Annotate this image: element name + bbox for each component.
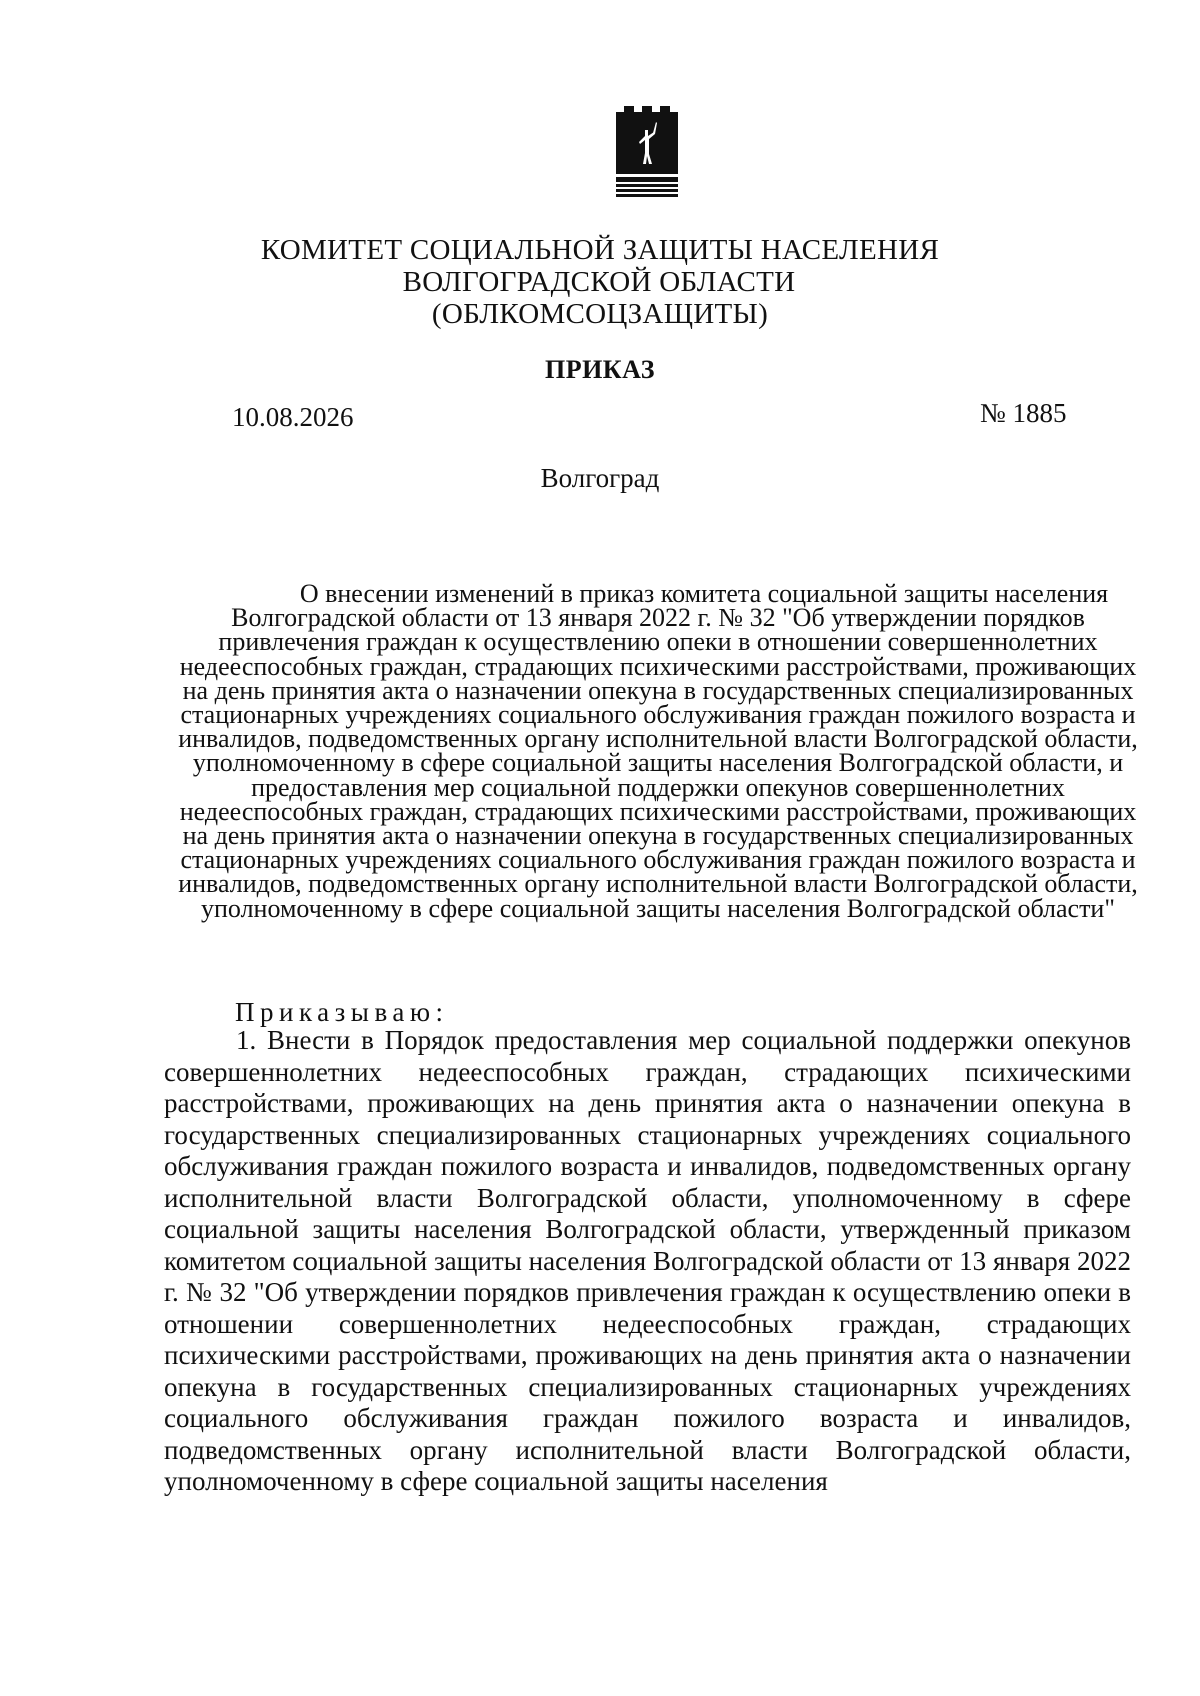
order-subject-rest: Волгоградской области от 13 января 2022 г. № 32 "Об утверждении порядков привлечения граждан к осуществлению опеки в отношении совершеннолетних недееспособных граждан, страдающих психическими расстройствами, проживающих на день принятия акта о назначении опекуна в государственных специализированных стационарных учреждениях социального обслуживания граждан пожилого возраста и инвалидов, подведомственных органу исполнительной власти Волгоградской области, уполномоченному в сфере социальной защиты населения Волгоградской области, и предоставления мер социальной поддержки опекунов совершеннолетних недееспособных граждан, страдающих психическими расстройствами, проживающих на день принятия акта о назначении опекуна в государственных специализированных стационарных учреждениях социального обслуживания граждан пожилого возраста и инвалидов, подведомственных органу исполнительной власти Волгоградской области, уполномоченному в сфере социальной защиты населения Волгоградской области" (178, 603, 1138, 923)
org-name-line1: КОМИТЕТ СОЦИАЛЬНОЙ ЗАЩИТЫ НАСЕЛЕНИЯ (260, 234, 940, 266)
order-subject (178, 579, 1138, 923)
document-header (0, 234, 1200, 330)
order-subject-first-line: О внесении изменений в приказ комитета социальной защиты населения (299, 579, 1109, 608)
org-short-name: (ОБЛКОМСОЦЗАЩИТЫ) (431, 298, 769, 330)
volgograd-coat-of-arms-icon (612, 106, 682, 200)
order-date: 10.08.2026 (232, 402, 354, 432)
order-number: № 1885 (980, 398, 1067, 428)
org-name-line2: ВОЛГОГРАДСКОЙ ОБЛАСТИ (402, 266, 796, 298)
body-paragraph-1: 1. Внести в Порядок предоставления мер социальной поддержки опекунов совершеннолетних недееспособных граждан, страдающих психическими расстройствами, проживающих на день принятия акта о назначении опекуна в государственных специализированных стационарных учреждениях социального обслуживания граждан пожилого возраста и инвалидов, подведомственных органу исполнительной власти Волгоградской области, уполномоченному в сфере социальной защиты населения Волгоградской области, утвержденный приказом комитетом социальной защиты населения Волгоградской области от 13 января 2022 г. № 32 "Об утверждении порядков привлечения граждан к осуществлению опеки в отношении совершеннолетних недееспособных граждан, страдающих психическими расстройствами, проживающих на день принятия акта о назначении опекуна в государственных специализированных стационарных учреждениях социального обслуживания граждан пожилого возраста и инвалидов, подведомственных органу исполнительной власти Волгоградской области, уполномоченному в сфере социальной защиты населения (164, 1025, 1131, 1496)
order-title: ПРИКАЗ (544, 355, 656, 384)
order-city: Волгоград (540, 463, 660, 493)
order-verb: Приказываю: (235, 997, 449, 1027)
